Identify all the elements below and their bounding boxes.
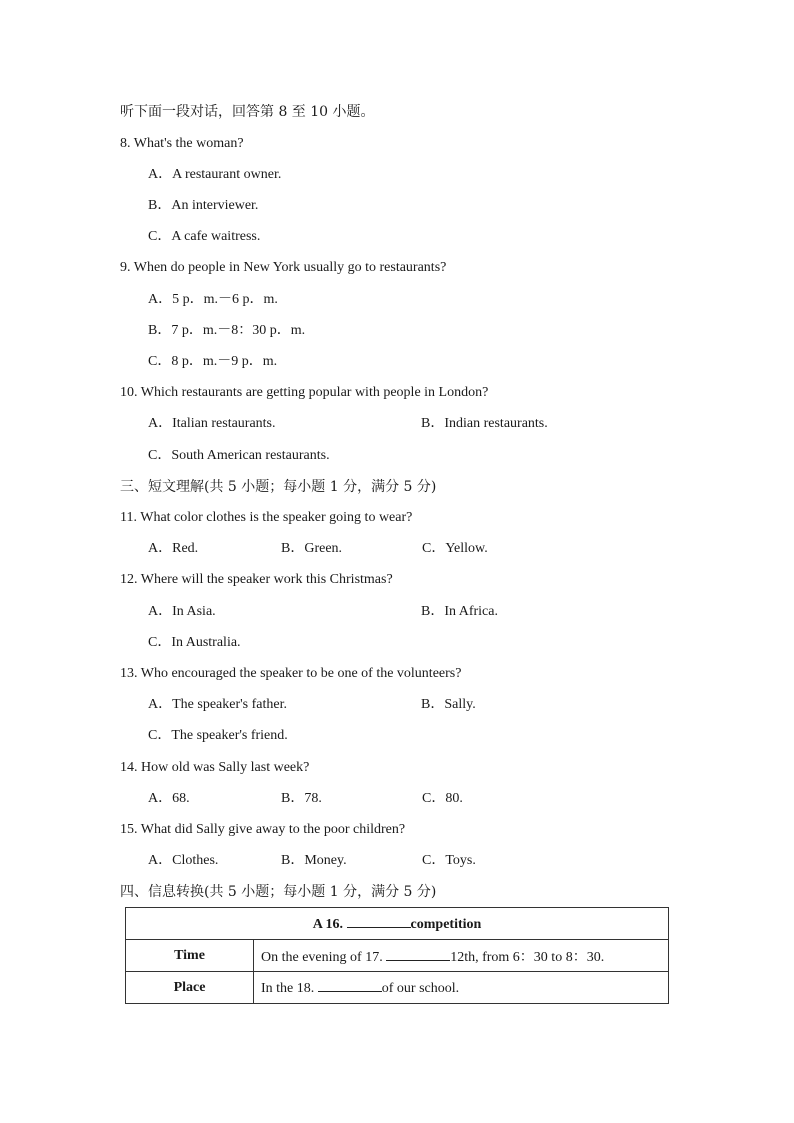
caption-suffix: competition bbox=[410, 916, 482, 932]
q11-option-a[interactable]: A．Red. bbox=[148, 541, 199, 556]
question-8: 8. What's the woman? bbox=[120, 136, 244, 151]
blank-18[interactable] bbox=[318, 979, 382, 992]
q10-option-b[interactable]: B．Indian restaurants. bbox=[421, 416, 548, 431]
table-caption bbox=[126, 908, 669, 940]
time-suffix: 12th, from 6：30 to 8：30. bbox=[450, 949, 605, 965]
q8-option-c[interactable]: C．A cafe waitress. bbox=[148, 229, 261, 244]
time-prefix: On the evening of 17. bbox=[261, 949, 383, 965]
q8-option-a[interactable]: A．A restaurant owner. bbox=[148, 167, 282, 182]
q15-option-b[interactable]: B．Money. bbox=[281, 853, 347, 868]
q9-option-a[interactable]: A．5 p．m.－6 p．m. bbox=[148, 292, 278, 307]
blank-16[interactable] bbox=[347, 915, 411, 928]
q10-option-a[interactable]: A．Italian restaurants. bbox=[148, 416, 276, 431]
section3-heading: 三、短文理解(共 5 小题；每小题 1 分，满分 5 分) bbox=[120, 479, 437, 495]
q12-option-c[interactable]: C．In Australia. bbox=[148, 635, 241, 650]
question-10: 10. Which restaurants are getting popular with people in London? bbox=[120, 385, 489, 400]
question-11: 11. What color clothes is the speaker going to wear? bbox=[120, 510, 413, 525]
q12-option-b[interactable]: B．In Africa. bbox=[421, 604, 498, 619]
place-prefix: In the 18. bbox=[261, 980, 315, 996]
q13-option-c[interactable]: C．The speaker's friend. bbox=[148, 728, 288, 743]
question-14: 14. How old was Sally last week? bbox=[120, 760, 310, 775]
q9-option-b[interactable]: B．7 p．m.－8：30 p．m. bbox=[148, 323, 306, 338]
row-value-place bbox=[254, 972, 669, 1004]
q15-option-c[interactable]: C．Toys. bbox=[422, 853, 476, 868]
q15-option-a[interactable]: A．Clothes. bbox=[148, 853, 219, 868]
q8-option-b[interactable]: B．An interviewer. bbox=[148, 198, 259, 213]
q12-option-a[interactable]: A．In Asia. bbox=[148, 604, 216, 619]
section4-heading: 四、信息转换(共 5 小题；每小题 1 分，满分 5 分) bbox=[120, 884, 437, 900]
question-9: 9. When do people in New York usually go to restaurants? bbox=[120, 260, 447, 275]
q11-option-b[interactable]: B．Green. bbox=[281, 541, 343, 556]
table-row-place bbox=[126, 972, 669, 1004]
question-15: 15. What did Sally give away to the poor children? bbox=[120, 822, 406, 837]
row-value-time bbox=[254, 940, 669, 972]
q14-option-a[interactable]: A．68. bbox=[148, 791, 190, 806]
blank-17[interactable] bbox=[386, 948, 450, 961]
q10-option-c[interactable]: C．South American restaurants. bbox=[148, 448, 330, 463]
row-label-place: Place bbox=[126, 972, 254, 1004]
q11-option-c[interactable]: C．Yellow. bbox=[422, 541, 488, 556]
q13-option-a[interactable]: A．The speaker's father. bbox=[148, 697, 287, 712]
q9-option-c[interactable]: C．8 p．m.－9 p．m. bbox=[148, 354, 278, 369]
q14-option-c[interactable]: C．80. bbox=[422, 791, 463, 806]
row-label-time: Time bbox=[126, 940, 254, 972]
q13-option-b[interactable]: B．Sally. bbox=[421, 697, 476, 712]
place-suffix: of our school. bbox=[381, 980, 460, 996]
question-13: 13. Who encouraged the speaker to be one of the volunteers? bbox=[120, 666, 462, 681]
info-transfer-table bbox=[125, 907, 669, 1004]
table-row-time bbox=[126, 940, 669, 972]
section-intro: 听下面一段对话，回答第 8 至 10 小题。 bbox=[120, 104, 375, 120]
caption-prefix: A 16. bbox=[312, 916, 344, 932]
table-caption-row bbox=[126, 908, 669, 940]
q14-option-b[interactable]: B．78. bbox=[281, 791, 322, 806]
question-12: 12. Where will the speaker work this Christmas? bbox=[120, 572, 393, 587]
